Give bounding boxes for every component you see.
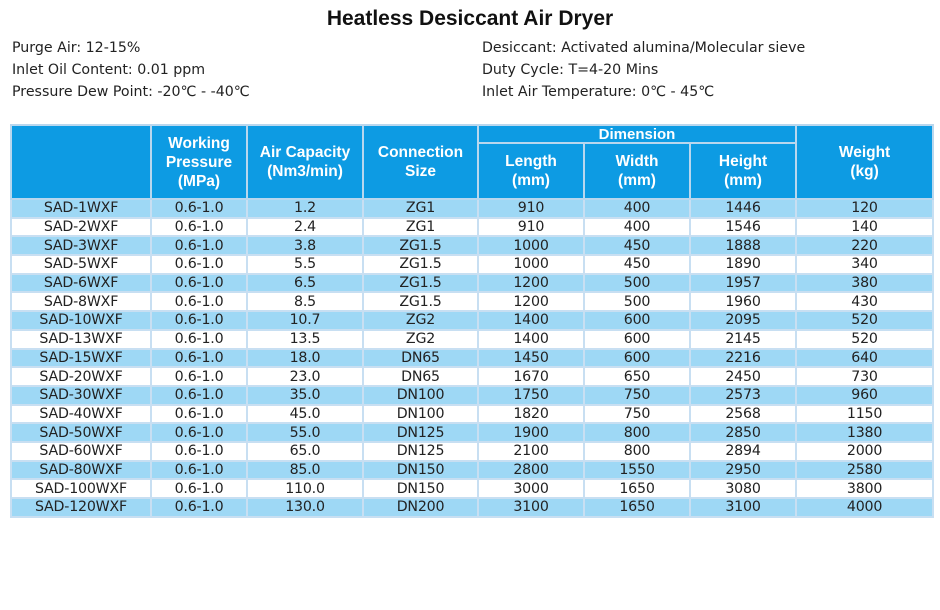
cell-air-capacity: 55.0	[247, 423, 363, 442]
cell-air-capacity: 110.0	[247, 479, 363, 498]
cell-weight: 2580	[796, 461, 933, 480]
header-text: Air Capacity	[259, 144, 351, 161]
table-row	[11, 349, 933, 368]
table-row	[11, 218, 933, 237]
spec-inlet-oil-content: Inlet Oil Content: 0.01 ppm	[12, 62, 206, 78]
cell-weight: 380	[796, 274, 933, 293]
header-unit: (mm)	[512, 172, 550, 189]
header-dimension: Dimension	[478, 125, 796, 143]
table-row	[11, 498, 933, 517]
cell-working-pressure: 0.6-1.0	[151, 330, 247, 349]
cell-connection-size: ZG1	[363, 199, 478, 218]
cell-connection-size: DN125	[363, 423, 478, 442]
cell-length: 1400	[478, 311, 584, 330]
cell-length: 1000	[478, 236, 584, 255]
header-text: Size	[404, 163, 436, 180]
cell-height: 1888	[690, 236, 796, 255]
cell-weight: 960	[796, 386, 933, 405]
specs-right	[482, 37, 805, 103]
header-width	[584, 143, 690, 199]
cell-width: 750	[584, 405, 690, 424]
cell-weight: 640	[796, 349, 933, 368]
cell-length: 1200	[478, 274, 584, 293]
cell-connection-size: DN150	[363, 461, 478, 480]
cell-working-pressure: 0.6-1.0	[151, 292, 247, 311]
cell-width: 600	[584, 330, 690, 349]
cell-height: 2950	[690, 461, 796, 480]
cell-working-pressure: 0.6-1.0	[151, 255, 247, 274]
header-text: Connection	[377, 144, 464, 161]
cell-model: SAD-2WXF	[11, 218, 151, 237]
cell-connection-size: DN65	[363, 349, 478, 368]
cell-weight: 220	[796, 236, 933, 255]
header-text: Pressure	[165, 153, 233, 171]
cell-length: 1450	[478, 349, 584, 368]
cell-length: 910	[478, 218, 584, 237]
cell-air-capacity: 1.2	[247, 199, 363, 218]
cell-width: 800	[584, 442, 690, 461]
cell-air-capacity: 10.7	[247, 311, 363, 330]
header-unit: (mm)	[618, 172, 656, 189]
cell-weight: 3800	[796, 479, 933, 498]
cell-model: SAD-10WXF	[11, 311, 151, 330]
header-unit: (MPa)	[177, 172, 221, 190]
cell-height: 2850	[690, 423, 796, 442]
cell-air-capacity: 3.8	[247, 236, 363, 255]
header-unit: (mm)	[724, 172, 762, 189]
cell-height: 2568	[690, 405, 796, 424]
cell-working-pressure: 0.6-1.0	[151, 442, 247, 461]
cell-width: 600	[584, 349, 690, 368]
cell-air-capacity: 5.5	[247, 255, 363, 274]
header-unit: (kg)	[850, 163, 879, 180]
spec-table	[10, 124, 934, 518]
cell-weight: 140	[796, 218, 933, 237]
cell-model: SAD-8WXF	[11, 292, 151, 311]
cell-width: 450	[584, 255, 690, 274]
cell-air-capacity: 18.0	[247, 349, 363, 368]
cell-model: SAD-5WXF	[11, 255, 151, 274]
header-text: Working	[168, 134, 230, 152]
table-row	[11, 199, 933, 218]
cell-height: 2450	[690, 367, 796, 386]
cell-width: 750	[584, 386, 690, 405]
cell-width: 450	[584, 236, 690, 255]
header-unit: (Nm3/min)	[267, 163, 343, 180]
cell-model: SAD-13WXF	[11, 330, 151, 349]
cell-height: 2145	[690, 330, 796, 349]
cell-length: 910	[478, 199, 584, 218]
header-text: Width	[615, 153, 659, 170]
cell-connection-size: DN125	[363, 442, 478, 461]
cell-working-pressure: 0.6-1.0	[151, 498, 247, 517]
cell-length: 2800	[478, 461, 584, 480]
spec-pressure-dew-point: Pressure Dew Point: -20℃ - -40℃	[12, 84, 250, 100]
cell-working-pressure: 0.6-1.0	[151, 311, 247, 330]
cell-weight: 4000	[796, 498, 933, 517]
cell-model: SAD-6WXF	[11, 274, 151, 293]
cell-length: 1820	[478, 405, 584, 424]
cell-working-pressure: 0.6-1.0	[151, 199, 247, 218]
cell-length: 1750	[478, 386, 584, 405]
cell-model: SAD-100WXF	[11, 479, 151, 498]
cell-height: 2216	[690, 349, 796, 368]
cell-air-capacity: 130.0	[247, 498, 363, 517]
spec-duty-cycle: Duty Cycle: T=4-20 Mins	[482, 62, 659, 78]
cell-working-pressure: 0.6-1.0	[151, 386, 247, 405]
cell-air-capacity: 13.5	[247, 330, 363, 349]
cell-connection-size: ZG1	[363, 218, 478, 237]
cell-height: 2095	[690, 311, 796, 330]
table-row	[11, 255, 933, 274]
table-row	[11, 442, 933, 461]
cell-model: SAD-40WXF	[11, 405, 151, 424]
table-row	[11, 423, 933, 442]
cell-length: 3100	[478, 498, 584, 517]
cell-length: 3000	[478, 479, 584, 498]
cell-weight: 520	[796, 330, 933, 349]
cell-connection-size: DN150	[363, 479, 478, 498]
cell-air-capacity: 65.0	[247, 442, 363, 461]
table-row	[11, 461, 933, 480]
cell-length: 2100	[478, 442, 584, 461]
table-row	[11, 330, 933, 349]
specs-left	[12, 37, 250, 103]
cell-weight: 120	[796, 199, 933, 218]
cell-width: 1650	[584, 498, 690, 517]
cell-model: SAD-3WXF	[11, 236, 151, 255]
cell-working-pressure: 0.6-1.0	[151, 423, 247, 442]
cell-air-capacity: 6.5	[247, 274, 363, 293]
cell-height: 1546	[690, 218, 796, 237]
cell-model: SAD-50WXF	[11, 423, 151, 442]
cell-connection-size: ZG1.5	[363, 236, 478, 255]
cell-weight: 1380	[796, 423, 933, 442]
cell-length: 1200	[478, 292, 584, 311]
cell-working-pressure: 0.6-1.0	[151, 479, 247, 498]
header-connection-size	[363, 125, 478, 199]
cell-air-capacity: 45.0	[247, 405, 363, 424]
cell-working-pressure: 0.6-1.0	[151, 274, 247, 293]
cell-connection-size: ZG2	[363, 311, 478, 330]
cell-weight: 520	[796, 311, 933, 330]
page-title: Heatless Desiccant Air Dryer	[326, 7, 614, 30]
cell-height: 2573	[690, 386, 796, 405]
cell-working-pressure: 0.6-1.0	[151, 367, 247, 386]
cell-model: SAD-80WXF	[11, 461, 151, 480]
cell-working-pressure: 0.6-1.0	[151, 349, 247, 368]
table-row	[11, 479, 933, 498]
header-length	[478, 143, 584, 199]
cell-air-capacity: 85.0	[247, 461, 363, 480]
cell-connection-size: DN100	[363, 386, 478, 405]
cell-height: 3080	[690, 479, 796, 498]
cell-weight: 2000	[796, 442, 933, 461]
table-row	[11, 236, 933, 255]
cell-weight: 340	[796, 255, 933, 274]
cell-height: 2894	[690, 442, 796, 461]
cell-width: 400	[584, 218, 690, 237]
cell-width: 400	[584, 199, 690, 218]
header-working-pressure	[151, 125, 247, 199]
cell-connection-size: ZG2	[363, 330, 478, 349]
cell-weight: 430	[796, 292, 933, 311]
cell-air-capacity: 8.5	[247, 292, 363, 311]
cell-height: 1446	[690, 199, 796, 218]
cell-working-pressure: 0.6-1.0	[151, 405, 247, 424]
cell-width: 600	[584, 311, 690, 330]
table-row	[11, 386, 933, 405]
cell-width: 1550	[584, 461, 690, 480]
header-text: Height	[718, 153, 768, 170]
cell-width: 650	[584, 367, 690, 386]
cell-width: 500	[584, 292, 690, 311]
cell-length: 1670	[478, 367, 584, 386]
cell-working-pressure: 0.6-1.0	[151, 236, 247, 255]
cell-model: SAD-20WXF	[11, 367, 151, 386]
spec-purge-air: Purge Air: 12-15%	[12, 40, 141, 56]
cell-model: SAD-120WXF	[11, 498, 151, 517]
cell-air-capacity: 35.0	[247, 386, 363, 405]
cell-model: SAD-60WXF	[11, 442, 151, 461]
table-body	[11, 199, 933, 517]
cell-connection-size: DN65	[363, 367, 478, 386]
cell-model: SAD-15WXF	[11, 349, 151, 368]
spec-inlet-air-temperature: Inlet Air Temperature: 0℃ - 45℃	[482, 84, 715, 100]
cell-length: 1000	[478, 255, 584, 274]
cell-height: 1957	[690, 274, 796, 293]
cell-width: 1650	[584, 479, 690, 498]
cell-width: 500	[584, 274, 690, 293]
cell-model: SAD-30WXF	[11, 386, 151, 405]
header-weight	[796, 125, 933, 199]
cell-connection-size: DN100	[363, 405, 478, 424]
cell-working-pressure: 0.6-1.0	[151, 461, 247, 480]
header-height	[690, 143, 796, 199]
cell-connection-size: ZG1.5	[363, 274, 478, 293]
cell-height: 3100	[690, 498, 796, 517]
cell-connection-size: DN200	[363, 498, 478, 517]
cell-working-pressure: 0.6-1.0	[151, 218, 247, 237]
cell-weight: 1150	[796, 405, 933, 424]
cell-air-capacity: 2.4	[247, 218, 363, 237]
cell-air-capacity: 23.0	[247, 367, 363, 386]
table-row	[11, 274, 933, 293]
header-text: Weight	[838, 144, 891, 161]
header-model	[11, 125, 151, 199]
header-air-capacity	[247, 125, 363, 199]
cell-connection-size: ZG1.5	[363, 255, 478, 274]
cell-width: 800	[584, 423, 690, 442]
table-row	[11, 311, 933, 330]
cell-length: 1900	[478, 423, 584, 442]
cell-model: SAD-1WXF	[11, 199, 151, 218]
cell-length: 1400	[478, 330, 584, 349]
cell-weight: 730	[796, 367, 933, 386]
header-text: Length	[505, 153, 557, 170]
cell-height: 1890	[690, 255, 796, 274]
table-row	[11, 367, 933, 386]
table-row	[11, 292, 933, 311]
spec-desiccant: Desiccant: Activated alumina/Molecular sieve	[482, 40, 806, 56]
cell-connection-size: ZG1.5	[363, 292, 478, 311]
cell-height: 1960	[690, 292, 796, 311]
table-row	[11, 405, 933, 424]
